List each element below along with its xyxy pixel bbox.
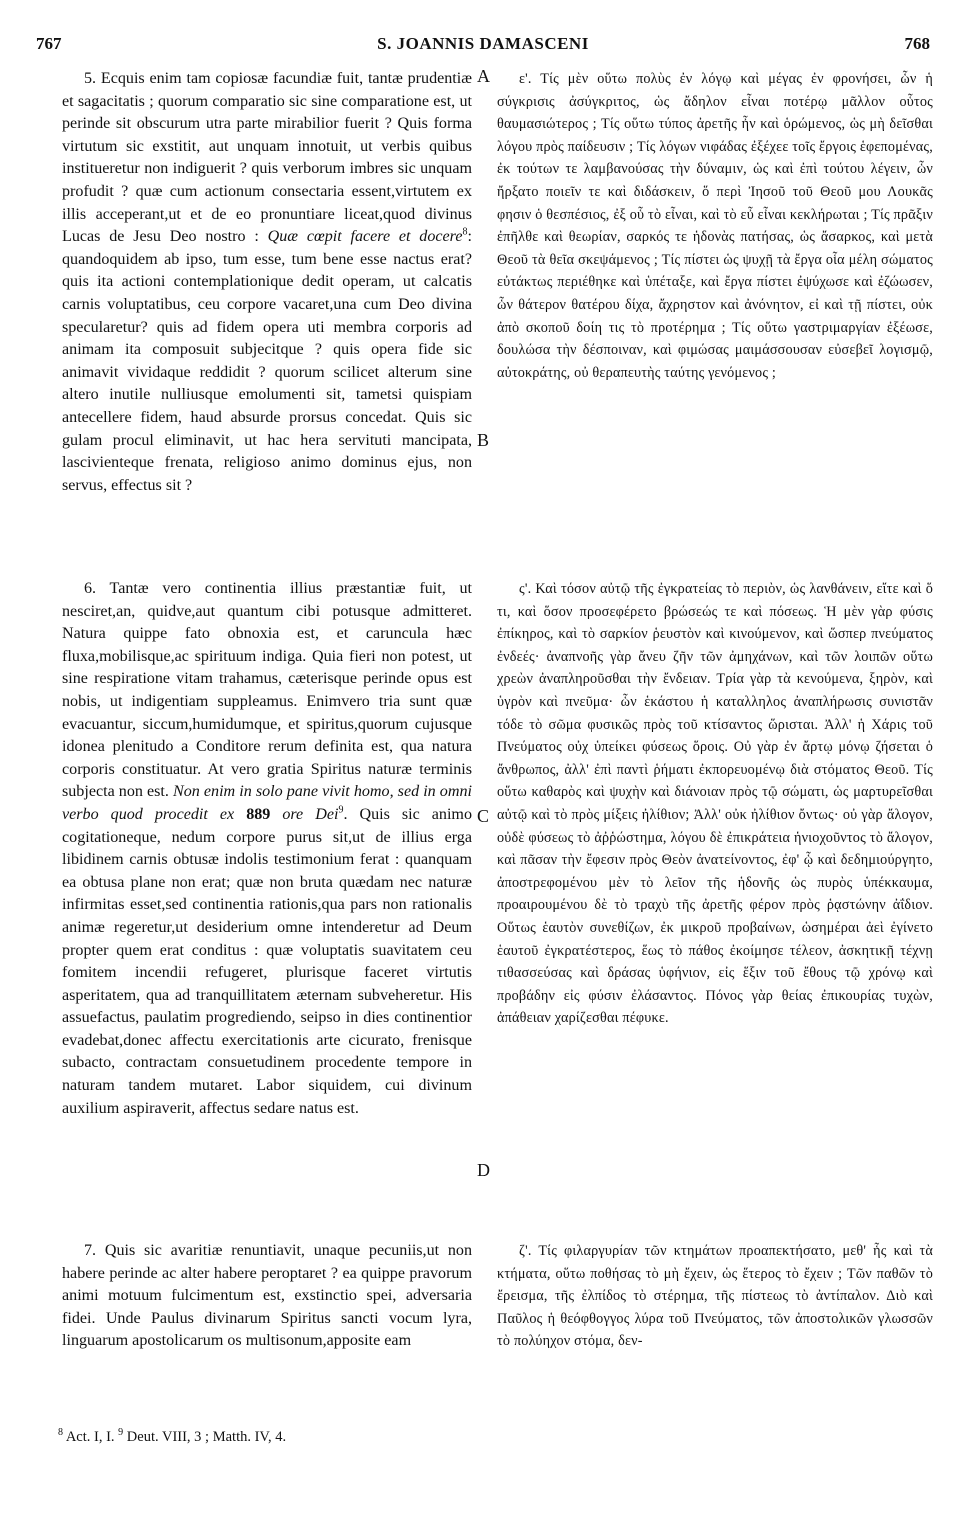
latin-column-section7 <box>62 1240 472 1353</box>
latin-p6-text-b: . Quis sic animo cogitationeque, nedum corpore purus sit,ut de illius erga libidinem carnis obtusæ indolis testimonium ferat : quanquam ea obtusa plane non erat; quæ non bruta quædam nec naturæ infirmitas esset,sed continentia rationis,qua pars non rationalis animæ regeretur,ut desiderium omne intenderetur ad Deum propter quem erat conditus : quæ voluptatis suavitatem ceu fomitem incendii refugeret, plurisque faceret virtutis asperitatem, qua ad tranquillitatem æternam subveheretur. His assuefactus, paulatim progrediendo, seipso in dies continentior evadebat,donec affectu exercitationis arte cicurato, frenisque subacto, contractam consuetudinem procedente tempore in naturam tandem mutaret. Labor siquidem, cui divinum auxilium aspiraverit, affectus sedare natus est. <box>62 805 472 1117</box>
latin-paragraph-6 <box>62 578 472 1120</box>
margin-letter-c: C <box>477 806 490 826</box>
latin-p6-quote-2: ore Dei <box>282 805 339 823</box>
page-number-left: 767 <box>36 34 62 53</box>
footnote-9-marker: 9 <box>118 1427 124 1439</box>
footnote-marker-9: 9 <box>338 804 344 816</box>
margin-letter-b: B <box>477 430 490 450</box>
greek-paragraph-7: ζ'. Τίς φιλαργυρίαν τῶν κτημάτων προαπεκτήσατο, μεθ' ἧς καὶ τὰ κτήματα, οὕτω ποθήσας τὸ μὴ ἔχειν, ὡς ἕτερος τὸ ἔχειν ; Τῶν παθῶν τὸ ἔρεισμα, τῆς ἐλπίδος τὸ στέρημα, τῆς πίστεως τὸ ἀντίπαλον. Διὸ καὶ Παῦλος ἡ θεόφθογγος λύρα τοῦ Πνεύματος, τῶν ἀποστολικῶν γλωσσῶν τὸ πολύηχον στόμα, δεν- <box>497 1243 933 1350</box>
greek-column-section6 <box>497 578 933 1030</box>
column-number: 889 <box>246 805 271 823</box>
footnote-9-ref: Deut. VIII, 3 ; Matth. IV, 4. <box>126 1429 287 1445</box>
latin-p5-quote: Quæ cœpit facere et docere <box>267 228 463 246</box>
latin-p5-text-b: : quandoquidem ab ipso, tum esse, tum bene esse nactus erat? quis ita actioni contemplationique dedit operam, ut calcatis carnis voluptatibus, ceu corpore vacaret,una cum Deo divina specularetur? quis ad fidem opera uti membra corporis ad animam ita composuit subjecitque ? quis opera fide sic animavit vividaque reddidit ? quorum scilicet alterum sine altero inutile nulliusque emolumenti sit, tametsi quispiam antecellere fidem, haud absurde prorsus concedat. Quis sic gulam procul eliminavit, ut hac hera servituti mancipata, lascivienteque frenata, religioso animo dominus ejus, non servus, effectus sit ? <box>62 228 472 494</box>
greek-column-section5 <box>497 68 933 384</box>
footnote-8-ref: Act. I, I. <box>65 1429 115 1445</box>
latin-p6-quote-1: Non enim in solo pane vivit homo, sed in omni verbo quod procedit ex <box>62 783 472 823</box>
margin-letter-a: A <box>477 66 490 86</box>
latin-column-section5 <box>62 68 472 538</box>
latin-p6-text: 6. Tantæ vero continentia illius præstantiæ fuit, ut nesciret,an, quidve,aut quantum cibi potusque admitteret. Natura quippe fato obnoxia est, et caruncula hæc fluxa,mobilisque,ac spirituum indiga. Quia fieri non potest, ut sine respiratione vitam trahamus, cæterisque perinde opus est nobis, ut indigentiam suppleamus. Enimvero tria sunt quæ evacuantur, siccum,humidumque, et spiritus,quorum cujusque idonea plenitudo a Conditore rerum definita est, qua natura corporis constituatur. At vero gratia Spiritus naturæ terminis subjecta non est. <box>62 580 472 801</box>
footnote-8-marker: 8 <box>58 1427 63 1439</box>
footnotes <box>58 1429 286 1446</box>
footnote-marker-8: 8 <box>462 226 468 238</box>
running-title: S. JOANNIS DAMASCENI <box>377 34 589 53</box>
page-header <box>36 34 930 58</box>
page-number-right: 768 <box>904 34 930 53</box>
greek-column-section7 <box>497 1240 933 1353</box>
greek-paragraph-6: ς'. Καὶ τόσον αὐτῷ τῆς ἐγκρατείας τὸ περιὸν, ὡς λανθάνειν, εἴτε καὶ ὅ τι, καὶ ὅσον προσεφέρετο βρώσεώς τε καὶ πόσεως. Ἡ μὲν γὰρ φύσις ἐπίκηρος, καὶ τὸ σαρκίον ῥευστὸν καὶ κινούμενον, καὶ ὥσπερ πνεύματος ἐνδεές· ἀναπνοῆς γὰρ ἄνευ ζῆν τῶν ἀμηχάνων, καὶ τῶν λοιπῶν οὕτω χρεὼν ἀναπληροῦσθαι τὴν ἔνδειαν. Τρία γὰρ τὰ κενούμενα, ξηρὸν, καὶ ὑγρὸν καὶ πνεῦμα· ὧν ἑκάστου ἡ καταλληλος ἀναπλήρωσις συνιστᾶν τόδε τὸ σῶμα φυσικῶς πρὸς τοῦ κτίσαντος ὥρισται. Ἀλλ' ἡ Χάρις τοῦ Πνεύματος οὐχ ὑπείκει φύσεως ὅροις. Οὐ γὰρ ἐν ἄρτῳ μόνῳ ζήσεται ὁ ἄνθρωπος, ἀλλ' ἐπὶ παντὶ ῥήματι ἐκπορευομένῳ διὰ στόματος Θεοῦ. Τίς οὕτω καθαρὸς καὶ ψυχὴν καὶ διάνοιαν πρὸς τῷ σώματι, ὡς μαρτυρεῖσθαι αὐτῷ καὶ τὸ πρὸς μίξεις ἠλίθιον; Ἀλλ' οὐκ ἠλίθιον ὄντως· οὐ γὰρ ἄλογον, οὐδὲ φύσεως τὸ ἀῤῥώστημα, λόγου δὲ ἐπικράτεια ἡνιοχοῦντος τὸ ἄλογον, καὶ πᾶσαν τὴν ἔφεσιν πρὸς Θεὸν ἀνατείνοντος, ἐφ' ᾧ καὶ δεδημιούργητο, ἀποστρεφομένου μὲν τὸ λεῖον τῆς ἡδονῆς ὡς πυρὸς ὑπέκκαυμα, προαιρουμένου δὲ τὸ τραχὺ τῆς ἀρετῆς φέρον πρὸς ῥᾳστώνην ἀΐδιον. Οὕτως ἑαυτὸν συνεθίζων, ἐκ μικροῦ προβαίνων, ὡσημέραι ἀεὶ ἐγίνετο ἑαυτοῦ ἐγκρατέστερος, ἕως τὸ πάθος ἐκοίμησε τέλεον, ἀσκητικῇ τέχνῃ τιθασσεύσας καὶ δράσας ὑφήνιον, εἰς ἕξιν τοῦ ἔθους τῷ χρόνῳ καὶ προβάδην εἰς φύσιν ἐλάσαντος. Πόνος γὰρ θείας ἐπικουρίας τυχὼν, ἀπάθειαν χαρίζεσθαι πέφυκε. <box>497 581 933 1027</box>
latin-paragraph-5 <box>62 68 472 497</box>
greek-paragraph-5: ε'. Τίς μὲν οὕτω πολὺς ἐν λόγῳ καὶ μέγας ἐν φρονήσει, ὧν ἡ σύγκρισις ἀσύγκριτος, ὡς ἄδηλον εἶναι ποτέρῳ μᾶλλον οὗτος θαυμασιώτερος ; Τίς οὕτω τύπος ἀρετῆς ἦν καὶ ὁρώμενος, ὡς μὴ δεῖσθαι λόγου πρὸς παίδευσιν ; Τίς λόγων νιφάδας ἐξέχεε τοῖς ἔργοις ἑφεπομένας, ἐκ τούτων τε λαμβανούσας τὴν δύναμιν, ὡς καὶ ἐπὶ τούτου λέγειν, ὧν ἤρξατο ποιεῖν τε καὶ διδάσκειν, ὅ περὶ Ἰησοῦ τοῦ Θεοῦ μου Λουκᾶς φησιν ὁ θεσπέσιος, ἐξ οὗ τὸ εἶναι, καὶ τὸ εὖ εἶναι κεκλήρωται ; Τίς πρᾶξιν ἐπῆλθε καὶ θεωρίαν, σαρκός τε ἡδονὰς πατήσας, ὡς ἄσαρκος, καὶ μετὰ Θεοῦ τὰ θεῖα σκεψάμενος ; Τίς πίστει ὡς ψυχῇ τὰ ἔργα οἷα μέλη σώματος εὐτάκτως περιέθηκε καὶ ὑπέταξε, καὶ ἔργα πίστει ἐψύχωσε καὶ ἐζώωσεν, ὧν θάτερον θατέρου δίχα, ἄχρηστον καὶ ἀνόνητον, εἰ καὶ τῇ πίστει, οὐκ ἀπὸ σκοποῦ δοίη τις τὸ προτέρημα ; Τίς οὕτω γαστριμαργίαν ἐξέωσε, δουλώσα τὴν δέσποιναν, καὶ φιμώσας μαιμάσσουσαν εὐσεβεῖ λογισμῷ, αὐτοκράτης, οὐ θεραπευτὴς ταύτης γενόμενος ; <box>497 71 933 381</box>
latin-paragraph-7: 7. Quis sic avaritiæ renuntiavit, unaque pecuniis,ut non habere perinde ac alter habere peroptaret ? ea quippe pravorum animi motuum fulcimentum est, exstinctio spei, adversaria fidei. Unde Paulus divinarum Spiritus sancti vocum lyra, linguarum apostolicarum os multisonum,apposite eam <box>62 1242 472 1350</box>
margin-letter-d: D <box>477 1160 490 1180</box>
latin-column-section6 <box>62 578 472 1120</box>
latin-p5-text: 5. Ecquis enim tam copiosæ facundiæ fuit, tantæ prudentiæ et sagacitatis ; quorum comparatio sic sine comparatione est, ut perinde sit obscurum utra parte mirabilior fuerit ? Quis forma virtutum sic exstitit, aut unquam innotuit, ut verbis quibus institueretur non indiguerit ? quis verborum imbres sic unquam profudit ? quæ cum actionum consectaria essent,virtutem ex illis acceperant,ut et de eo pronuntiare liceat,quod divinus Lucas de Jesu Deo nostro : <box>62 70 472 246</box>
